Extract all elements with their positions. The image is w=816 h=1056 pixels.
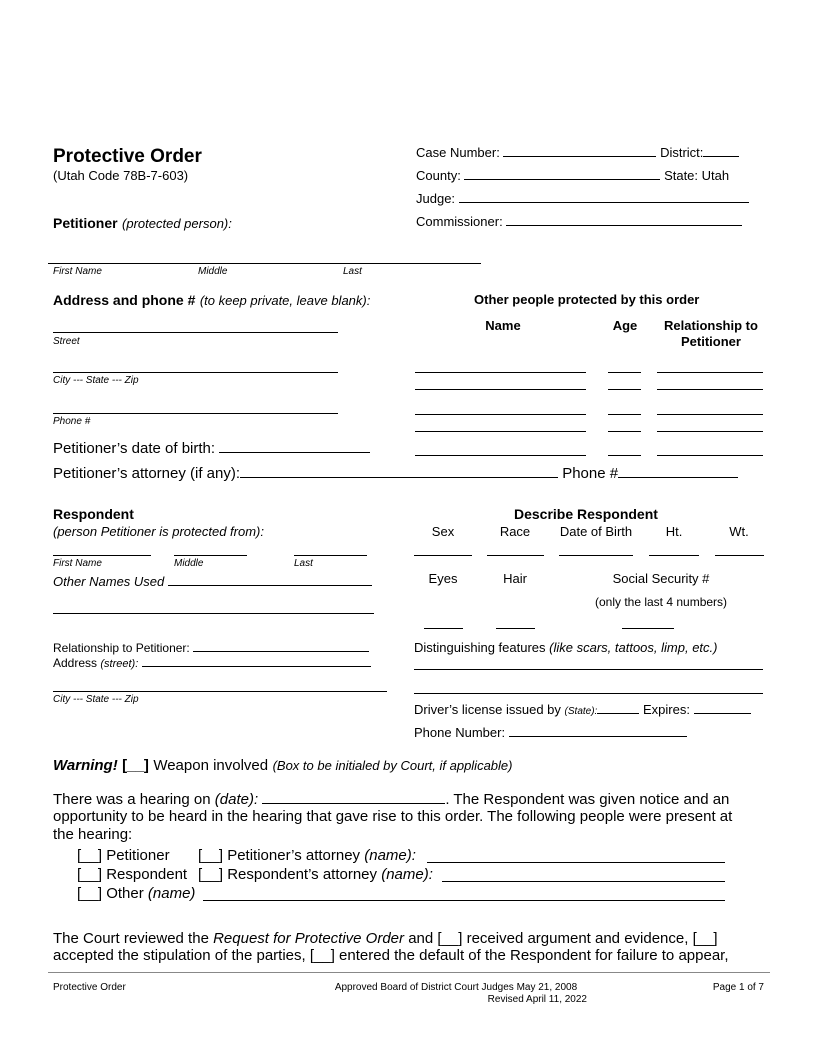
- respondent-last-input[interactable]: [294, 555, 367, 556]
- hearing-date-label: (date):: [214, 791, 259, 808]
- case-number-input[interactable]: [503, 146, 656, 157]
- features-field: [414, 640, 717, 655]
- col-name-header: Name: [485, 318, 521, 333]
- respondent-city-state-zip-caption: City --- State --- Zip: [53, 694, 139, 705]
- weight-input[interactable]: [715, 555, 764, 556]
- pet-attorney-present-label: Petitioner’s attorney: [227, 847, 361, 864]
- petitioner-attorney-label: Petitioner’s attorney (if any):: [53, 465, 241, 482]
- other-person-age-input[interactable]: [608, 431, 641, 432]
- judge-field: [416, 191, 749, 206]
- respondent-last-caption: Last: [294, 558, 313, 569]
- relationship-field: [53, 641, 369, 655]
- other-person-name-input[interactable]: [415, 431, 586, 432]
- other-present-checkbox[interactable]: [__]: [77, 885, 103, 902]
- resp-attorney-present-checkbox[interactable]: [__]: [198, 866, 224, 883]
- petitioner-note: (protected person):: [122, 216, 232, 231]
- commissioner-label: Commissioner:: [416, 214, 503, 229]
- sex-input[interactable]: [414, 555, 472, 556]
- ssn-note: (only the last 4 numbers): [594, 595, 728, 609]
- ssn-input[interactable]: [622, 628, 674, 629]
- petitioner-heading: [53, 215, 232, 233]
- hearing-line-3: the hearing:: [53, 826, 133, 843]
- hair-input[interactable]: [496, 628, 535, 629]
- other-names-input[interactable]: [168, 575, 372, 586]
- respondent-phone-field: [414, 725, 687, 740]
- respondent-first-name-input[interactable]: [53, 555, 151, 556]
- hearing-date-input[interactable]: [262, 791, 445, 804]
- other-person-age-input[interactable]: [608, 389, 641, 390]
- footer-left: Protective Order: [53, 982, 126, 993]
- case-number-label: Case Number:: [416, 145, 500, 160]
- hearing-text-b: . The Respondent was given notice and an: [445, 791, 730, 808]
- license-state-label: (State):: [564, 706, 598, 717]
- court-line-1: [53, 930, 718, 947]
- other-person-relationship-input[interactable]: [657, 455, 763, 456]
- weapon-note: (Box to be initialed by Court, if applicable): [272, 758, 513, 773]
- page-title: Protective Order: [53, 146, 202, 167]
- attorney-phone-input[interactable]: [618, 465, 738, 478]
- pet-attorney-name-input[interactable]: [427, 862, 725, 863]
- license-label: Driver’s license issued by: [414, 702, 561, 717]
- present-row-2: [77, 866, 187, 883]
- court-line2-a: accepted the stipulation of the parties,: [53, 947, 306, 964]
- col-relationship-header-2: Petitioner: [681, 334, 741, 349]
- petitioner-last-caption: Last: [343, 266, 362, 277]
- hair-header: Hair: [503, 571, 527, 586]
- height-header: Ht.: [665, 524, 683, 539]
- petitioner-first-name-caption: First Name: [53, 266, 102, 277]
- other-names-label: Other Names Used: [53, 574, 165, 589]
- state-label: State:: [664, 168, 699, 183]
- other-present-label: Other: [106, 885, 144, 902]
- describe-title: Describe Respondent: [514, 506, 658, 522]
- relationship-label: Relationship to Petitioner:: [53, 641, 190, 655]
- other-person-name-input[interactable]: [415, 455, 586, 456]
- resp-attorney-name-input[interactable]: [442, 881, 725, 882]
- respondent-address-input[interactable]: [142, 657, 371, 667]
- statute-code: (Utah Code 78B-7-603): [53, 168, 189, 183]
- district-input[interactable]: [703, 146, 739, 157]
- other-person-name-input[interactable]: [415, 389, 586, 390]
- other-person-age-input[interactable]: [608, 414, 641, 415]
- weight-header: Wt.: [729, 524, 749, 539]
- other-name-input[interactable]: [203, 900, 725, 901]
- district-label: District:: [660, 145, 704, 160]
- case-number-field: [416, 145, 739, 160]
- default-checkbox[interactable]: [__]: [309, 947, 335, 964]
- eyes-input[interactable]: [424, 628, 463, 629]
- respondent-present-label: Respondent: [106, 866, 188, 883]
- court-text-b: and: [408, 930, 434, 947]
- other-person-relationship-input[interactable]: [657, 431, 763, 432]
- other-person-relationship-input[interactable]: [657, 414, 763, 415]
- judge-label: Judge:: [416, 191, 456, 206]
- hearing-line-1: [53, 791, 729, 808]
- expires-label: Expires:: [642, 702, 690, 717]
- court-line2-b: entered the default of the Respondent for failure to appear,: [339, 947, 729, 964]
- respondent-first-name-caption: First Name: [53, 558, 102, 569]
- petitioner-dob-label: Petitioner’s date of birth:: [53, 440, 216, 457]
- footer-revised: Revised April 11, 2022: [487, 994, 587, 1005]
- other-people-title: Other people protected by this order: [474, 292, 700, 307]
- respondent-address-field: [53, 656, 371, 670]
- commissioner-input[interactable]: [506, 215, 742, 226]
- features-label: Distinguishing features: [414, 640, 546, 655]
- petitioner-present-checkbox[interactable]: [__]: [77, 847, 103, 864]
- weapon-text: Weapon involved: [153, 757, 269, 774]
- address-label: Address and phone #: [53, 292, 196, 308]
- respondent-title: Respondent: [53, 506, 134, 522]
- race-input[interactable]: [487, 555, 544, 556]
- respondent-city-state-zip-input[interactable]: [53, 691, 387, 692]
- petitioner-attorney-input[interactable]: [240, 465, 558, 478]
- present-row-2b: [198, 866, 433, 883]
- respondent-note: (person Petitioner is protected from):: [53, 524, 264, 539]
- court-text-a: The Court reviewed the: [53, 930, 209, 947]
- resp-attorney-name-note: (name):: [381, 866, 433, 883]
- state-value: Utah: [701, 168, 730, 183]
- street-caption: Street: [53, 336, 80, 347]
- petitioner-name-input[interactable]: [48, 263, 481, 264]
- other-person-name-input[interactable]: [415, 372, 586, 373]
- hearing-text-a: There was a hearing on: [53, 791, 211, 808]
- county-label: County:: [416, 168, 461, 183]
- height-input[interactable]: [649, 555, 699, 556]
- commissioner-field: [416, 214, 742, 229]
- court-text-c: received argument and evidence,: [466, 930, 689, 947]
- county-field: [416, 168, 729, 183]
- argument-checkbox[interactable]: [__]: [437, 930, 463, 947]
- col-relationship-header: Relationship to: [664, 318, 758, 333]
- dob-input[interactable]: [559, 555, 633, 556]
- address-heading: [53, 292, 370, 310]
- court-line-2: [53, 947, 729, 964]
- present-row-3: [77, 885, 195, 902]
- other-person-age-input[interactable]: [608, 372, 641, 373]
- other-person-relationship-input[interactable]: [657, 389, 763, 390]
- features-note: (like scars, tattoos, limp, etc.): [549, 640, 718, 655]
- expires-input[interactable]: [694, 703, 751, 714]
- weapon-checkbox[interactable]: [__]: [122, 757, 149, 774]
- respondent-middle-input[interactable]: [174, 555, 247, 556]
- city-state-zip-input[interactable]: [53, 372, 338, 373]
- footer-approved: Approved Board of District Court Judges May 21, 2008: [334, 982, 578, 993]
- judge-input[interactable]: [459, 192, 749, 203]
- sex-header: Sex: [431, 524, 455, 539]
- city-state-zip-caption: City --- State --- Zip: [53, 375, 139, 386]
- address-note: (to keep private, leave blank):: [199, 293, 371, 308]
- petitioner-label: Petitioner: [53, 215, 118, 231]
- features-input-2[interactable]: [414, 693, 763, 694]
- relationship-input[interactable]: [193, 642, 369, 652]
- license-field: [414, 702, 751, 717]
- stipulation-checkbox[interactable]: [__]: [692, 930, 718, 947]
- warning-label: Warning!: [53, 757, 118, 774]
- resp-attorney-present-label: Respondent’s attorney: [227, 866, 378, 883]
- other-person-relationship-input[interactable]: [657, 372, 763, 373]
- race-header: Race: [499, 524, 531, 539]
- respondent-address-label: Address: [53, 656, 98, 670]
- col-age-header: Age: [612, 318, 638, 333]
- street-input[interactable]: [53, 332, 338, 333]
- other-person-age-input[interactable]: [608, 455, 641, 456]
- other-names-input-2[interactable]: [53, 613, 374, 614]
- other-person-name-input[interactable]: [415, 414, 586, 415]
- pet-attorney-present-checkbox[interactable]: [__]: [198, 847, 224, 864]
- dob-header: Date of Birth: [559, 524, 633, 539]
- other-name-note: (name): [147, 885, 196, 902]
- petitioner-middle-caption: Middle: [198, 266, 228, 277]
- features-input[interactable]: [414, 669, 763, 670]
- footer-page-number: Page 1 of 7: [712, 982, 764, 993]
- county-input[interactable]: [464, 169, 660, 180]
- weapon-warning: [53, 757, 512, 775]
- license-state-input[interactable]: [597, 703, 639, 714]
- footer-divider: [48, 972, 770, 973]
- petitioner-dob-input[interactable]: [219, 440, 370, 453]
- petitioner-attorney-field: [53, 465, 738, 482]
- present-row-1: [77, 847, 170, 864]
- hearing-line-2: opportunity to be heard in the hearing that gave rise to this order. The following people were present at: [53, 808, 733, 825]
- respondent-phone-label: Phone Number:: [414, 725, 506, 740]
- respondent-phone-input[interactable]: [509, 726, 687, 737]
- other-names-field: [53, 574, 372, 589]
- respondent-address-note: (street):: [100, 658, 139, 670]
- phone-caption: Phone #: [53, 416, 91, 427]
- respondent-middle-caption: Middle: [174, 558, 204, 569]
- pet-attorney-name-note: (name):: [364, 847, 416, 864]
- petitioner-dob-field: [53, 440, 370, 457]
- present-row-1b: [198, 847, 416, 864]
- petitioner-present-label: Petitioner: [106, 847, 170, 864]
- phone-input[interactable]: [53, 413, 338, 414]
- attorney-phone-label: Phone #: [562, 465, 619, 482]
- court-request: Request for Protective Order: [213, 930, 405, 947]
- eyes-header: Eyes: [428, 571, 458, 586]
- respondent-present-checkbox[interactable]: [__]: [77, 866, 103, 883]
- ssn-header: Social Security #: [612, 571, 710, 586]
